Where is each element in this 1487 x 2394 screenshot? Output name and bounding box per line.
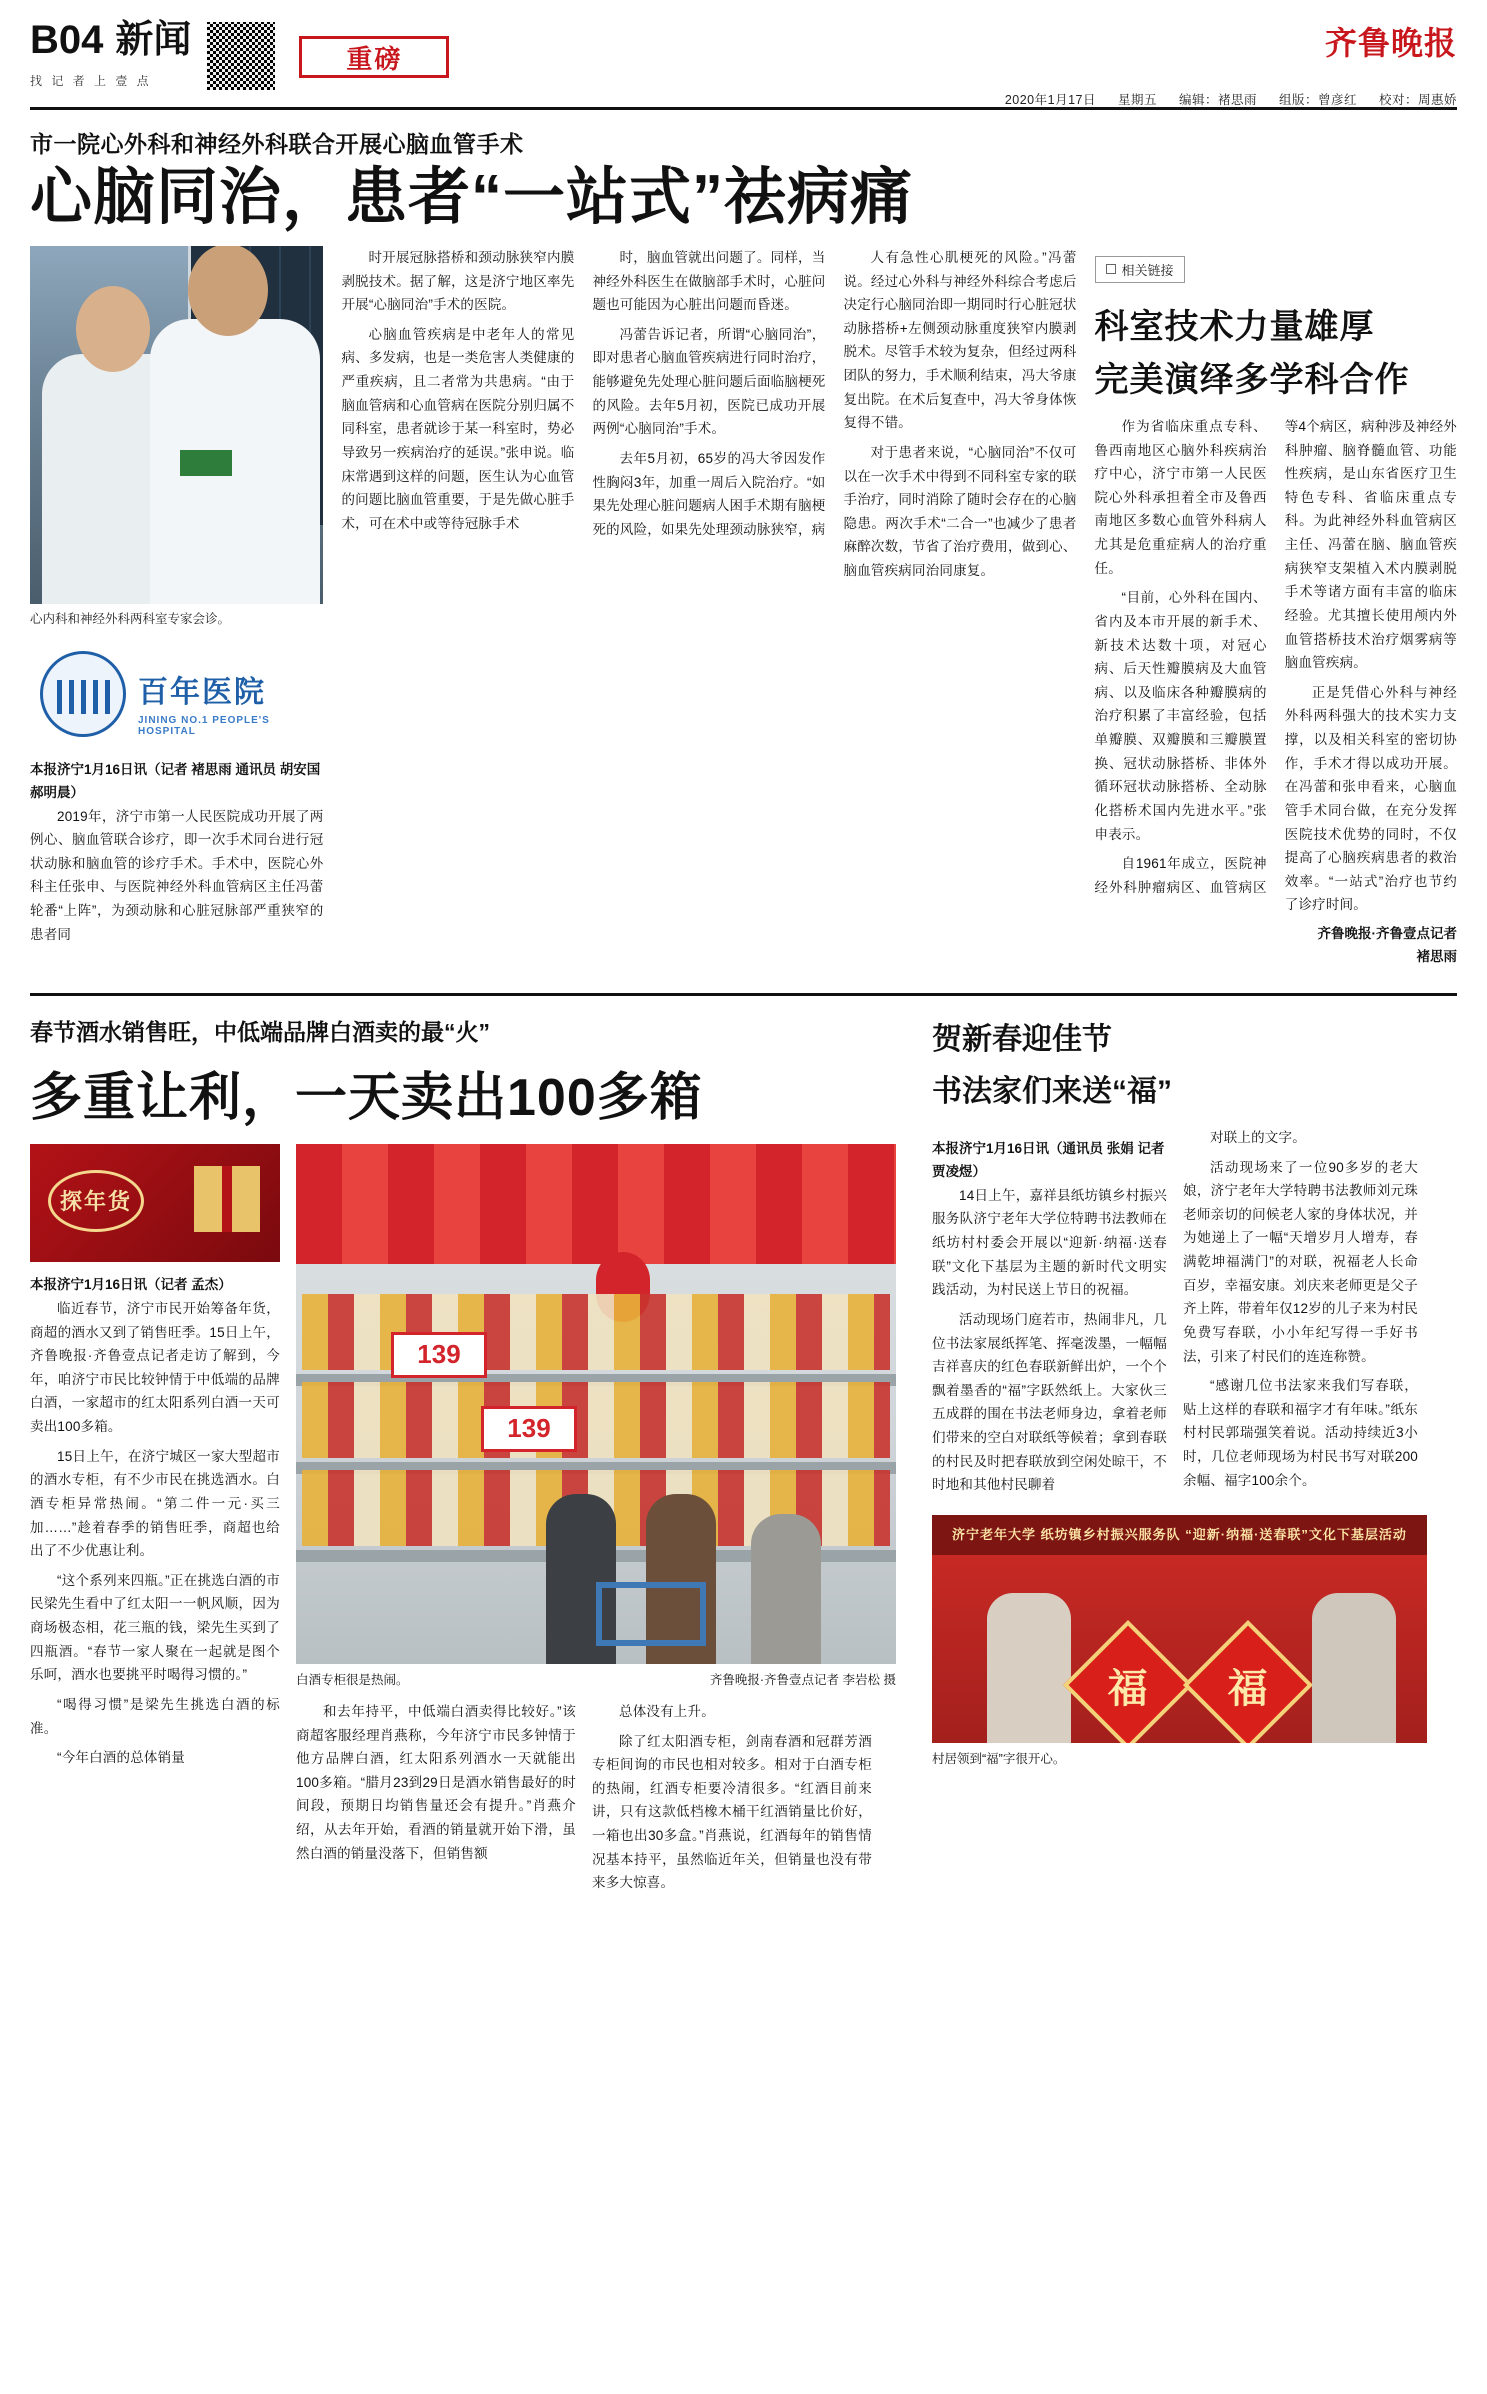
proof-credit: 校对：周惠娇 bbox=[1378, 93, 1457, 107]
page-number: B04 bbox=[30, 18, 104, 62]
related-link-tab[interactable] bbox=[1095, 256, 1185, 283]
story1-photo-caption: 心内科和神经外科两科室专家会诊。 bbox=[30, 611, 231, 626]
fu-character-card bbox=[1183, 1620, 1313, 1743]
story3-photo-caption: 村居领到“福”字很开心。 bbox=[932, 1751, 1066, 1766]
sidebar-subhead-2: 完美演绎多学科合作 bbox=[1094, 360, 1410, 399]
publish-date: 2020年1月17日 bbox=[1004, 93, 1096, 107]
story1-col-a bbox=[30, 805, 323, 947]
paragraph: 冯蕾告诉记者，所谓“心脑同治”，即对患者心脑血管疾病进行同时治疗，能够避免先处理心脏问题后面临脑梗死的风险。去年5月初，医院已成功开展两例“心脑同治”手术。 bbox=[592, 326, 826, 437]
paragraph: 时，脑血管就出问题了。同样，当神经外科医生在做脑部手术时，心脏问题也可能因为心脏出问题而昏迷。 bbox=[592, 249, 826, 313]
masthead bbox=[30, 18, 1457, 110]
story1-column-c bbox=[592, 246, 825, 969]
story1-headline: 心脑同治，患者“一站式”祛病痛 bbox=[30, 163, 914, 232]
story1-signature bbox=[1095, 923, 1457, 969]
hospital-logo-sub: JINING NO.1 PEOPLE'S HOSPITAL bbox=[138, 714, 270, 737]
story1-column-b bbox=[341, 246, 574, 969]
story2-grid bbox=[30, 1144, 910, 1901]
story2-left-column bbox=[30, 1144, 280, 1901]
paragraph: 自1961年成立，医院神经外科肿瘤病区、血管病区等4个病区，病种涉及神经外科肿瘤、脑脊髓血管、功能性疾病，是山东省医疗卫生特色专科、省临床重点专科。为此神经外科血管病区主任、冯蕾在脑、脑血管疾病狭窄支架植入术内膜剥脱手术等诸方面有丰富的临床经验。尤其擅长使用颅内外血管搭桥技术治疗烟雾病等脑血管疾病。 bbox=[1094, 418, 1457, 895]
newspaper-logo: 齐鲁晚报 bbox=[1324, 24, 1457, 62]
story1-kicker: 市一院心外科和神经外科联合开展心脑血管手术 bbox=[30, 131, 524, 157]
event-banner bbox=[932, 1515, 1427, 1555]
story2-photo bbox=[296, 1144, 896, 1664]
story1-photo-column bbox=[30, 246, 323, 969]
paragraph: 除了红太阳酒专柜，剑南春酒和冠群芳酒专柜间询的市民也相对较多。相对于白酒专柜的热闹，红酒专柜要冷清很多。“红酒目前来讲，只有这款低档橡木桶干红酒销量比价好，一箱也出30多盒。”肖燕说，红酒每年的销售情况基本持平，虽然临近年关，但销量也没有带来多大惊喜。 bbox=[592, 1733, 872, 1891]
sidebar-subhead-1: 科室技术力量雄厚 bbox=[1094, 307, 1375, 346]
store-banner bbox=[296, 1144, 896, 1264]
paragraph: 正是凭借心外科与神经外科两科强大的技术实力支撑，以及相关科室的密切协作，手术才得以成功开展。在冯蕾和张申看来，心脑血管手术同台做，在充分发挥医院技术优势的同时，不仅提高了心脑疾病患者的救治效率。“一站式”治疗也节约了诊疗时间。 bbox=[1284, 684, 1457, 913]
story1-byline: 本报济宁1月16日讯（记者 褚思雨 通讯员 胡安国 郝明晨） bbox=[30, 761, 321, 800]
person-figure bbox=[987, 1593, 1071, 1743]
paragraph: 去年5月初，65岁的冯大爷因发作性胸闷3年，加重一周后入院治疗。“如果先处理心脏问题病人困手术期有脑梗死的风险，如果先处理颈动脉狭窄，病 bbox=[592, 450, 826, 537]
hospital-logo-label: 百年医院 bbox=[138, 675, 266, 709]
new-year-goods-banner bbox=[30, 1144, 280, 1262]
story3-byline: 本报济宁1月16日讯（通讯员 张娟 记者 贾凌煜） bbox=[932, 1140, 1165, 1179]
paragraph: 15日上午，在济宁城区一家大型超市的酒水专柜，有不少市民在挑选酒水。白酒专柜异常热闹。“第二件一元·买三加……”趁着春季的销售旺季，商超也给出了不少优惠让利。 bbox=[30, 1448, 280, 1559]
doctor-head-2 bbox=[188, 246, 268, 336]
paragraph: 14日上午，嘉祥县纸坊镇乡村振兴服务队济宁老年大学位特聘书法教师在纸坊村村委会开展以“迎新·纳福·送春联”文化下基层为主题的新时代文明实践活动，为村民送上节日的祝福。 bbox=[932, 1187, 1167, 1298]
paragraph: 临近春节，济宁市民开始筹备年货，商超的酒水又到了销售旺季。15日上午，齐鲁晚报·齐鲁壹点记者走访了解到，今年，咱济宁市民比较钟情于中低端的品牌白酒，一家超市的红太阳系列白酒一天可卖出100多箱。 bbox=[30, 1300, 280, 1435]
layout-credit: 组版：曾彦红 bbox=[1278, 93, 1357, 107]
signature-line-2: 褚思雨 bbox=[1416, 949, 1458, 965]
story1-photo bbox=[30, 246, 323, 604]
paragraph: 总体没有上升。 bbox=[619, 1703, 715, 1719]
qr-code-icon[interactable] bbox=[205, 20, 277, 92]
lower-section bbox=[30, 1014, 1457, 1901]
story3-headline-1: 贺新春迎佳节 bbox=[932, 1022, 1112, 1056]
story2-col-a bbox=[30, 1297, 280, 1770]
story3-headline-2: 书法家们来送“福” bbox=[932, 1074, 1172, 1108]
related-link-label: 相关链接 bbox=[1121, 262, 1174, 278]
paragraph: 对联上的文字。 bbox=[1210, 1129, 1306, 1145]
story3-photo bbox=[932, 1515, 1427, 1743]
feature-badge bbox=[299, 36, 449, 78]
weekday: 星期五 bbox=[1117, 93, 1157, 107]
fu-character: 福 bbox=[1228, 1666, 1268, 1711]
story2 bbox=[30, 1014, 910, 1901]
story2-kicker: 春节酒水销售旺，中低端品牌白酒卖的最“火” bbox=[30, 1018, 490, 1045]
signature-line-1: 齐鲁晚报·齐鲁壹点记者 bbox=[1317, 926, 1458, 942]
section-divider bbox=[30, 993, 1457, 996]
story2-photo-caption bbox=[296, 1670, 896, 1688]
story1-sidebar bbox=[1095, 246, 1457, 969]
banner-oval bbox=[48, 1170, 144, 1232]
doctor-head-1 bbox=[76, 286, 150, 372]
paragraph: “今年白酒的总体销量 bbox=[57, 1750, 185, 1766]
editor-credit: 编辑：褚思雨 bbox=[1178, 93, 1257, 107]
paragraph: 2019年，济宁市第一人民医院成功开展了两例心、脑血管联合诊疗，即一次手术同台进行冠状动脉和脑血管的诊疗手术。手术中，医院心外科主任张申、与医院神经外科血管病区主任冯蕾轮番“上阵”，为颈动脉和心脏冠脉部严重狭窄的患者同 bbox=[30, 808, 324, 942]
paragraph: “感谢几位书法家来我们写春联，贴上这样的春联和福字才有年味。”纸东村村民郭瑞强笑着说。活动持续近3小时，几位老师现场为村民书写对联200余幅、福字100余个。 bbox=[1183, 1378, 1418, 1488]
paragraph: 人有急性心肌梗死的风险。”冯蕾说。经过心外科与神经外科综合考虑后决定行心脑同治即一期同时行心脏冠状动脉搭桥+左侧颈动脉重度狭窄内膜剥脱术。尽管手术较为复杂，但经过两科团队的努力，手术顺利结束，冯大爷康复出院。在术后复查中，冯大爷身体恢复得不错。 bbox=[843, 249, 1077, 431]
fu-character: 福 bbox=[1108, 1666, 1148, 1711]
link-square-icon bbox=[1106, 264, 1116, 274]
story3-column-a bbox=[932, 1126, 1167, 1503]
story3-columns bbox=[932, 1126, 1427, 1503]
id-badge bbox=[180, 450, 232, 476]
story2-byline: 本报济宁1月16日讯（记者 孟杰） bbox=[30, 1276, 232, 1292]
caption-text: 白酒专柜很是热闹。 bbox=[296, 1672, 409, 1687]
masthead-subline: 找 记 者 上 壹 点 bbox=[30, 74, 152, 88]
feature-badge-label: 重磅 bbox=[346, 43, 403, 74]
story2-headline: 多重让利，一天卖出100多箱 bbox=[30, 1068, 703, 1127]
fu-character-card bbox=[1063, 1620, 1193, 1743]
person-figure bbox=[1312, 1593, 1396, 1743]
shelf-goods bbox=[302, 1382, 890, 1458]
story3-column-b bbox=[1183, 1126, 1418, 1503]
paragraph: 活动现场来了一位90多岁的老大娘，济宁老年大学特聘书法教师刘元珠老师亲切的问候老人家的身体状况，并为她递上了一幅“天增岁月人增寿，春满乾坤福满门”的对联，祝福老人长命百岁，幸福安康。刘庆来老师更是父子齐上阵，带着年仅12岁的儿子来为村民免费写春联，小小年纪写得一手好书法，引来了村民们的连连称赞。 bbox=[1183, 1159, 1418, 1364]
story3 bbox=[932, 1014, 1427, 1901]
price-tag: 139 bbox=[481, 1406, 577, 1452]
hospital-logo bbox=[30, 643, 323, 747]
story2-photo-column bbox=[296, 1144, 896, 1901]
paragraph: 心脑血管疾病是中老年人的常见病、多发病，也是一类危害人类健康的严重疾病，且二者常为共患病。“由于脑血管病和心血管病在医院分别归属不同科室，患者就诊于某一科室时，势必导致另一疾病治疗的延误。”张申说。临床常遇到这样的问题，医生认为心血管的问题比脑血管重要，于是先做心脏手术，可在术中或等待冠脉手术 bbox=[341, 326, 575, 531]
paragraph: 活动现场门庭若市，热闹非凡，几位书法家展纸挥笔、挥毫泼墨，一幅幅吉祥喜庆的红色春联新鲜出炉，一个个飘着墨香的“福”字跃然纸上。大家伙三五成群的围在书法老师身边，拿着老师们带来的空白对联纸等候着；拿到春联的村民及时把春联放到空闲处晾干，不时地和其他村民聊着 bbox=[932, 1311, 1167, 1493]
story2-col-c bbox=[592, 1700, 872, 1901]
paragraph: 时开展冠脉搭桥和颈动脉狭窄内膜剥脱技术。据了解，这是济宁地区率先开展“心脑同治”手术的医院。 bbox=[341, 249, 575, 313]
story2-body-columns bbox=[296, 1700, 896, 1901]
paragraph: 作为省临床重点专科、鲁西南地区心脑外科疾病治疗中心，济宁市第一人民医院心外科承担着全市及鲁西南地区多数心血管外科病人尤其是危重症病人的治疗重任。 bbox=[1094, 418, 1267, 576]
paragraph: “目前，心外科在国内、省内及本市开展的新手术、新技术达数十项，对冠心病、后天性瓣膜病及大血管病、以及临床各种瓣膜病的治疗积累了丰富经验，包括单瓣膜、双瓣膜和三瓣膜置换、冠状动脉搭桥、非体外循环冠状动脉搭桥、全动脉化搭桥术国内先进水平。”张申表示。 bbox=[1094, 590, 1267, 842]
section-title: 新闻 bbox=[115, 19, 192, 61]
hospital-logo-text bbox=[138, 667, 323, 737]
paragraph: “喝得习惯”是梁先生挑选白酒的标准。 bbox=[30, 1696, 280, 1736]
story2-col-b bbox=[296, 1700, 576, 1901]
photo-credit: 齐鲁晚报·齐鲁壹点记者 李岩松 摄 bbox=[709, 1672, 896, 1687]
event-banner-text: 济宁老年大学 纸坊镇乡村振兴服务队 “迎新·纳福·送春联”文化下基层活动 bbox=[952, 1526, 1407, 1542]
story1-column-d bbox=[844, 246, 1077, 969]
paragraph: 和去年持平，中低端白酒卖得比较好。”该商超客服经理肖燕称，今年济宁市民多钟情于他方品牌白酒，红太阳系列酒水一天就能出100多箱。“腊月23到29日是酒水销售最好的时间段，预期日均销售量还会有提升。”肖燕介绍，从去年开始，看酒的销量就开始下滑，虽然白酒的销量没落下，但销售额 bbox=[296, 1703, 576, 1861]
banner-label: 探年货 bbox=[59, 1189, 132, 1215]
paragraph: “这个系列来四瓶。”正在挑选白酒的市民梁先生看中了红太阳一一帆风顺，因为商场极态相，花三瓶的钱，梁先生买到了四瓶酒。“春节一家人聚在一起就是图个乐呵，酒水也要挑平时喝得习惯的。” bbox=[30, 1572, 280, 1683]
story1-grid bbox=[30, 246, 1457, 969]
gift-box-icon bbox=[194, 1166, 260, 1232]
paragraph: 对于患者来说，“心脑同治”不仅可以在一次手术中得到不同科室专家的联手治疗，同时消除了随时会存在的心脑隐患。两次手术“二合一”也减少了患者麻醉次数，节省了治疗费用，做到心、脑血管疾病同治同康复。 bbox=[843, 444, 1077, 579]
hospital-emblem-icon bbox=[40, 651, 126, 737]
masthead-meta bbox=[987, 90, 1457, 108]
sidebar-body bbox=[1095, 415, 1457, 917]
shopping-cart bbox=[596, 1582, 706, 1646]
shopper-figure bbox=[751, 1514, 821, 1664]
price-tag: 139 bbox=[391, 1332, 487, 1378]
doctor-figure-2 bbox=[150, 319, 320, 604]
